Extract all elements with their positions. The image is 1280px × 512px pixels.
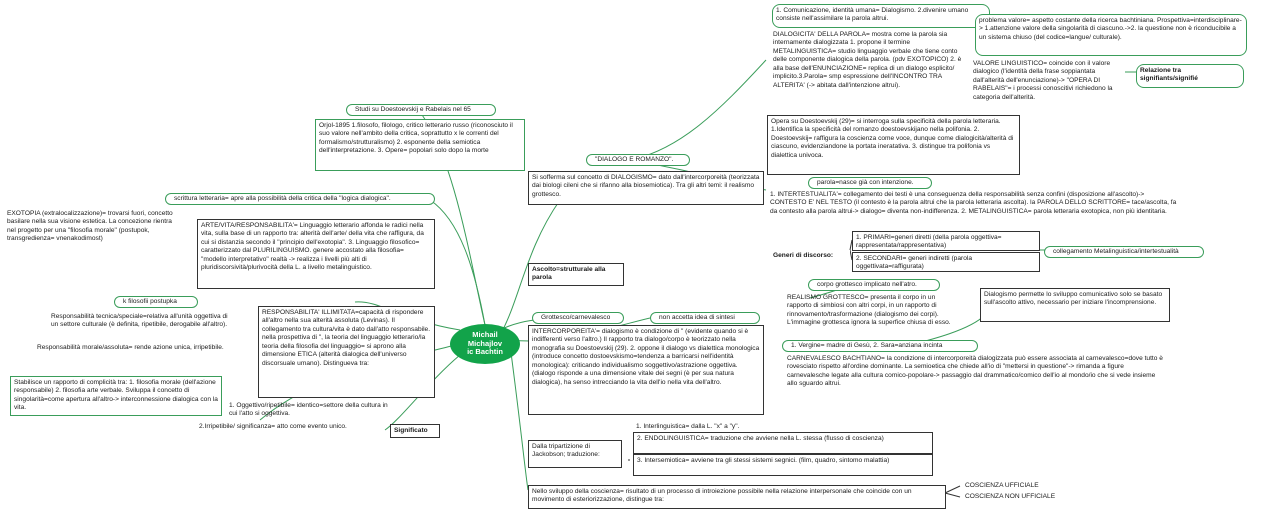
box-exotopia: EXOTOPIA (extralocalizzazione)= trovarsi fuori, concetto basilare nella sua visione estetica. La concezione rientra nel progetto per una "filosofia morale" (postupok, transgredienza= vnenakodimost) [7, 210, 173, 243]
box-stabilisce: Stabilisce un rapporto di complicità tra: 1. filosofia morale (dell'azione responsabile) 2. filosofia arte verbale. Sviluppa il concetto di singolarità=come apertura all'altro-> interconnessione dialogica con la vita. [10, 376, 222, 416]
box-sviluppo-coscienza: Nello sviluppo della coscienza= risultato di un processo di introiezione possibile nella relazione interpersonale che coincide con un movimento di esteriorizzazione, distingue tra: [528, 485, 946, 509]
box-resp-illimitata: RESPONSABILITA' ILLIMITATA=capacità di rispondere all'altro nella sua alterità assoluta (Levinas). Il collegamento tra cultura/vita è dato dall'atto responsabile. nella prospettiva di ", la teoria del linguaggio letterario/la teoria della filosofia del linguaggio= si aprono alla dimensione ETICA (alterità dialogica dell'universo discorsuale umano). Distingueva tra: [258, 306, 435, 398]
box-primari: 1. PRIMARI=generi diretti (della parola oggettiva= rappresentata/rappresentativa) [852, 231, 1040, 251]
box-orjol: Orjol-1895 1.filosofo, filologo, critico letterario russo (riconosciuto il suo valore nell'ambito della critica, soprattutto x le correnti del formalismo/strutturalismo) 2. esponente della semiotica dell'interpretazione. 3. Opere= popolari solo dopo la morte [315, 119, 525, 171]
box-intertestualita: 1. INTERTESTUALITA'= collegamento dei testi è una conseguenza della responsabilità senza confini (disposizione all'ascolto)-> CONTESTO E' NEL TESTO (il contesto è la parola altrui che la parola letteraria ascolta). la PAROLA DELLO SCRITTORE= tace/ascolta, fa da contesto alla parola altrui-> dialogo= diventa non-indifferenza. 2. METALINGUISTICA= parola letteraria exotopica, non più identitaria. [767, 189, 1180, 233]
box-endolinguistica: 2. ENDOLINGUISTICA= traduzione che avviene nella L. stessa (flusso di coscienza) [633, 432, 933, 454]
link-parola-nasce[interactable]: parola=nasce già con intenzione. [808, 177, 932, 189]
box-carnevalesco: CARNEVALESCO BACHTIANO= la condizione di intercorporeità dialogizzata può essere associata al carnevalesco=dove tutto è rovesciato rispetto all'ordine dominante. La semioetica che chiede all'io di "mettersi in questione"-> rimanda a figure carnevalesche legate alla cultura comico-popolare-> passaggio dal drammatico/comico dell'io al mondo/io che si vede insieme allo sguardo altrui. [787, 355, 1163, 388]
node-dalla-tripartizione[interactable]: Dalla tripartizione di Jackobson; traduzione: [528, 440, 622, 468]
box-resp-morale: Responsabilità morale/assoluta= rende azione unica, irripetibile. [37, 344, 224, 351]
center-line-3: ic Bachtin [467, 347, 503, 357]
link-collegamento[interactable]: collegamento Metalinguistica/intertestualità [1044, 246, 1204, 258]
box-irripetibile: 2.Irripetibile/ significanza= atto come evento unico. [199, 423, 347, 430]
label-coscienza-ufficiale: COSCIENZA UFFICIALE [965, 482, 1039, 489]
node-relazione[interactable]: Relazione tra signifiants/signifié [1136, 64, 1244, 88]
box-arte-vita: ARTE/VITA/RESPONSABILITA'= Linguaggio letterario affonda le radici nella vita, sulla base di un rapporto tra: alterità dell'arte/ della vita che raffigura, da cui si distanzia secondo il "principio dell'exotopia". 3. Linguaggio filosofico= caratterizzato dal PLURILINGUISMO. genere accostato alla filosofia= "modello interpretativo" realtà -> realizza i livelli più alti di pluridiscorsività/plurivocità della L. a livello metalinguistico. [197, 219, 435, 289]
center-line-2: Michajlov [467, 338, 503, 348]
box-secondari: 2. SECONDARI= generi indiretti (parola oggettivata=raffigurata) [852, 252, 1040, 272]
box-comunicazione: 1. Comunicazione, identità umana= Dialogismo. 2.divenire umano consiste nell'assimilare la parola altrui. [772, 4, 990, 28]
link-studi[interactable]: Studi su Doestoevskij e Rabelais nel 65 [346, 104, 496, 116]
box-si-sofferma: Si sofferma sul concetto di DIALOGISMO= dato dall'intercorporeità (teorizzata dai biologi cileni che si rifanno alla biosemiotica). Tra gli altri temi: il realismo grottesco. [528, 171, 764, 205]
link-non-accetta[interactable]: non accetta idea di sintesi [650, 312, 760, 324]
link-grottesco[interactable]: Grottesco/carnevalesco [532, 312, 624, 324]
label-coscienza-non-ufficiale: COSCIENZA NON UFFICIALE [965, 493, 1056, 500]
box-opera-doest: Opera su Doestoevskij (29)= si interroga sulla specificità della parola letteraria. 1.Identifica la specificità del romanzo doestoevskijano nella polifonia. 2. Doestoevskij= raffigura la coscienza come voce, dunque come dialogicità/alterità di ciascuno, evidenziandone la portata ineratativa. 3. distingue tra polifonia vs dialettica univoca. [767, 115, 1020, 175]
link-k-filosofii[interactable]: k filosofii postupka [114, 296, 198, 308]
box-valore-linguistico: VALORE LINGUISTICO= coincide con il valore dialogico (l'identità della frase soppiantata dall'alterità dell'enunciazione)-> "OPERA DI RABELAIS"= i processi conoscitivi richiedono la categoria dell'alterità. [973, 60, 1113, 101]
box-dialogismo-permette: Dialogismo permette lo sviluppo comunicativo solo se basato sull'ascolto attivo, necessario per iniziare l'incomprensione. [980, 288, 1170, 322]
box-resp-tecnica: Responsabilità tecnica/speciale=relativa all'unità oggettiva di un settore culturale (è definita, ripetibile, derogabile all'altro). [51, 313, 228, 329]
link-scrittura[interactable]: scrittura letteraria= apre alla possibilità della critica della "logica dialogica". [165, 193, 435, 205]
box-oggettivo: 1. Oggettivo/ripetibile= identico=settore della cultura in cui l'atto si oggettiva. [229, 402, 388, 418]
box-intersemiotica: 3. Intersemiotica= avviene tra gli stessi sistemi segnici. (film, quadro, sintomo malattia) [633, 454, 933, 476]
node-significato[interactable]: Significato [390, 424, 440, 438]
link-corpo-grottesco[interactable]: corpo grottesco implicato nell'atro. [808, 279, 940, 291]
box-dialogicita: DIALOGICITA' DELLA PAROLA= mostra come la parola sia internamente dialogizzata 1. propone il termine METALINGUISTICA= studio linguaggio verbale che tiene conto delle componente dialogica della parola. (pdv EXOTOPICO) 2. è alla base dell'ENUNCIAZIONE= replica di un dialogo esplicito/ implicito.3.Parola= smp espressione dell'INCONTRO TRA ALTERITA' (-> abitata dall'intenzione altrui). [770, 29, 970, 117]
box-intercorporeita: INTERCORPOREITA'= dialogismo è condizione di " (evidente quando si è indifferenti verso l'altro.) Il rapporto tra dialogo/corpo è teorizzato nella monografia su Doestoevskij (29). 2. oppone il dialogo vs dialettica monologica (introduce concetto dostoevskismo=tendenza a barricarsi nell'identità monologica): criticando individualismo soggettivo/astrazione oggettiva. (dialogo risponde a una dimensione vitale dei segni (è per sua natura dialogica), ha senso intrecciando la vita dell'io nella vita dell'altro. [528, 325, 764, 415]
box-problema-valore: problema valore= aspetto costante della ricerca bachtiniana. Prospettiva=interdisciplinare-> 1.attenzione valore della singolarità di ciascuno.->2. la questione non è riconducibile a un sistema chiuso (del codice=langue/ culturale). [975, 14, 1247, 56]
center-node-bachtin[interactable] [450, 324, 520, 364]
link-dialogo-romanzo[interactable]: "DIALOGO E ROMANZO". [586, 154, 690, 166]
box-vergine: 1. Vergine= madre di Gesù, 2. Sara=anziana incinta [782, 340, 978, 352]
box-interlinguistica: 1. Interlinguistica= dalla L. "x" a "y". [636, 423, 740, 430]
box-realismo: REALISMO GROTTESCO= presenta il corpo in un rapporto di simbiosi con altri corpi, in un rapporto di rinnovamento/trasformazione (dialogismo dei corpi). L'immagine grottesca ignora la superfice chiusa di esso. [787, 294, 951, 327]
node-generi[interactable]: Generi di discorso: [770, 250, 850, 262]
center-line-1: Michail [472, 330, 498, 340]
node-ascolto[interactable]: Ascolto=strutturale alla parola [528, 263, 624, 286]
